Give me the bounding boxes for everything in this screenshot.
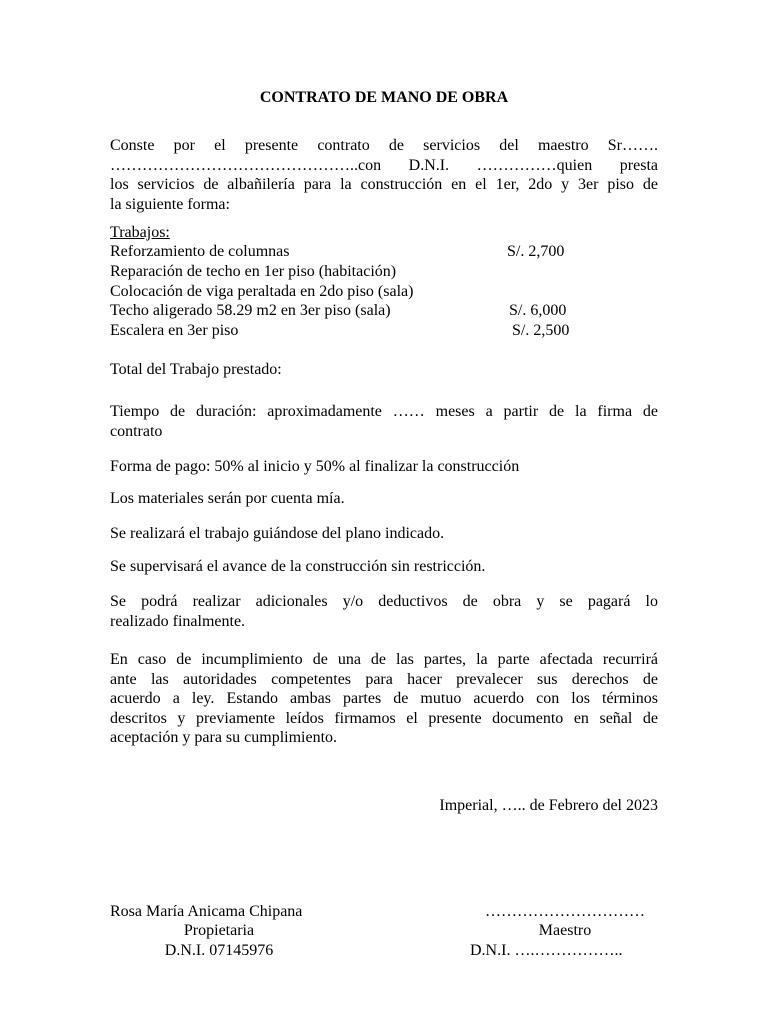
owner-dni: D.N.I. 07145976 bbox=[164, 942, 274, 959]
intro-line-2: ………………………………………..con D.N.I. ……………quien presta bbox=[110, 156, 658, 174]
work-item-label: Reparación de techo en 1er piso (habitación) bbox=[110, 263, 397, 280]
duration-line-2: contrato bbox=[110, 422, 163, 440]
breach-line-4: descritos y previamente leídos firmamos el presente documento en señal de bbox=[110, 709, 658, 727]
owner-name: Rosa María Anicama Chipana bbox=[110, 903, 303, 920]
work-item-label: Reforzamiento de columnas bbox=[110, 243, 290, 260]
work-item-price: S/. 2,700 bbox=[507, 243, 565, 260]
payment-line: Forma de pago: 50% al inicio y 50% al finalizar la construcción bbox=[110, 458, 520, 475]
master-signature-line: ………………………… bbox=[485, 903, 645, 920]
works-heading: Trabajos: bbox=[110, 224, 170, 241]
breach-line-1: En caso de incumplimiento de una de las partes, la parte afectada recurrirá bbox=[110, 651, 658, 668]
additional-line-2: realizado finalmente. bbox=[110, 612, 246, 630]
intro-line-4: la siguiente forma: bbox=[110, 195, 230, 213]
materials-line: Los materiales serán por cuenta mía. bbox=[110, 490, 345, 507]
duration-paragraph bbox=[110, 402, 658, 441]
work-item-label: Escalera en 3er piso bbox=[110, 322, 239, 339]
additional-paragraph bbox=[110, 592, 658, 631]
place-date: Imperial, ….. de Febrero del 2023 bbox=[439, 797, 658, 814]
duration-line-1: Tiempo de duración: aproximadamente …… meses a partir de la firma de bbox=[110, 403, 658, 420]
master-dni: D.N.I. ….…………….. bbox=[470, 942, 623, 959]
total-line: Total del Trabajo prestado: bbox=[110, 361, 282, 378]
owner-role: Propietaria bbox=[183, 922, 255, 939]
supervision-line: Se supervisará el avance de la construcción sin restricción. bbox=[110, 558, 486, 575]
breach-paragraph bbox=[110, 650, 658, 748]
intro-paragraph bbox=[110, 136, 658, 214]
master-role: Maestro bbox=[538, 922, 592, 939]
additional-line-1: Se podrá realizar adicionales y/o deductivos de obra y se pagará lo bbox=[110, 593, 658, 610]
intro-line-1: Conste por el presente contrato de servicios del maestro Sr……. bbox=[110, 137, 658, 154]
breach-line-3: acuerdo a ley. Estando ambas partes de mutuo acuerdo con los términos bbox=[110, 690, 658, 707]
work-item-price: S/. 6,000 bbox=[509, 302, 567, 319]
document-title: CONTRATO DE MANO DE OBRA bbox=[259, 89, 509, 106]
work-item-price: S/. 2,500 bbox=[512, 322, 570, 339]
breach-line-2: ante las autoridades competentes para hacer prevalecer sus derechos de bbox=[110, 670, 658, 688]
work-item-label: Techo aligerado 58.29 m2 en 3er piso (sala) bbox=[110, 302, 391, 319]
work-item-label: Colocación de viga peraltada en 2do piso (sala) bbox=[110, 283, 414, 300]
breach-line-5: aceptación y para su cumplimiento. bbox=[110, 729, 338, 746]
intro-line-3: los servicios de albañilería para la construcción en el 1er, 2do y 3er piso de bbox=[110, 176, 658, 193]
plan-line: Se realizará el trabajo guiándose del plano indicado. bbox=[110, 525, 445, 542]
